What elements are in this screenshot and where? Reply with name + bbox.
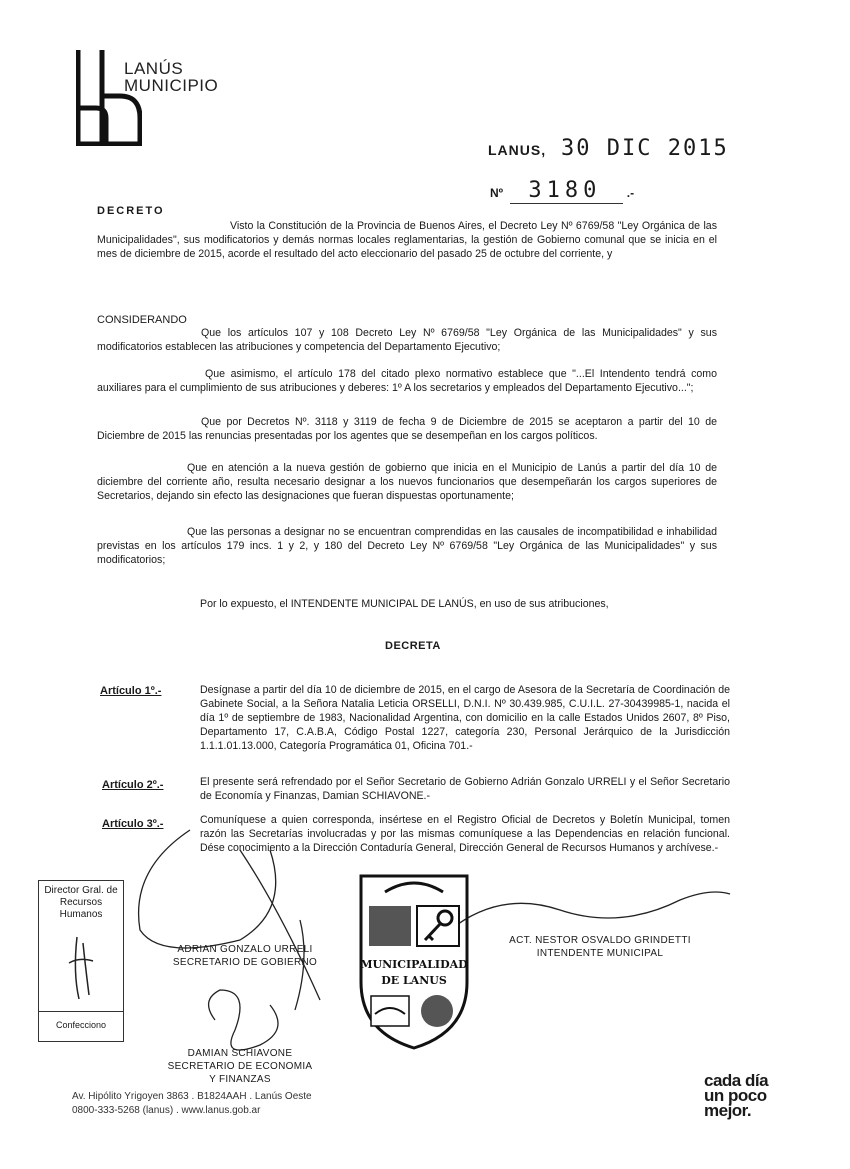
signature-scribbles-icon: [120, 790, 350, 1070]
article-2-text: El presente será refrendado por el Señor Secretario de Gobierno Adrián Gonzalo URRELI y el Señor Secretario de Economía y Finanzas, Damian SCHIAVONE.-: [200, 776, 730, 802]
signer-3-name: DAMIAN SCHIAVONE: [187, 1048, 293, 1059]
slogan-line2: un poco: [704, 1086, 767, 1105]
slogan-line3: mejor.: [704, 1101, 752, 1120]
considerando-4: Que en atención a la nueva gestión de gobierno que inicia en el Municipio de Lanús a partir del día 10 de diciembre del corriente año, resulta necesario designar a los nuevos funcionarios que desempeñarán los cargos superiores de Secretarios, dejando sin efecto las designaciones que fueran dispuestas oportunamente;: [97, 462, 717, 502]
footer-contact: 0800-333-5268 (lanus) . www.lanus.gob.ar: [72, 1105, 261, 1116]
slogan-line1: cada día: [704, 1071, 769, 1090]
article-3-label: Artículo 3º.-: [102, 818, 164, 830]
number-suffix: .-: [626, 186, 635, 200]
decreto-heading: DECRETO: [97, 205, 165, 217]
footer-address: Av. Hipólito Yrigoyen 3863 . B1824AAH . Lanús Oeste: [72, 1091, 312, 1102]
considerando-1: Que los artículos 107 y 108 Decreto Ley Nº 6769/58 "Ley Orgánica de las Municipalidades" y sus modificatorios establecen las atribuciones y competencia del Departamento Ejecutivo;: [97, 327, 717, 353]
intendente-signature-icon: [440, 880, 740, 940]
article-1-text: Desígnase a partir del día 10 de diciembre de 2015, en el cargo de Asesora de la Secretaría de Coordinación de Gabinete Social, a la Señora Natalia Leticia ORSELLI, D.N.I. Nº 30.439.985, C.U.I.L. 27-30439985-1, nacida el día 1º de septiembre de 1983, Nacionalidad Argentina, con domicilio en la calle Estados Unidos 2607, 8º Piso, Departamento 17, C.A.B.A, Código Postal 1227, categoría 230, Personal Jerárquico de la Jurisdicción 1.1.1.01.13.000, Categoría Programática 01, Oficina 701.-: [200, 684, 730, 752]
place-date: [488, 136, 729, 161]
municipal-seal-icon: [355, 872, 473, 1050]
signer-3-title2: Y FINANZAS: [209, 1074, 271, 1085]
side-box-top: Director Gral. de Recursos Humanos: [44, 885, 118, 920]
considerando-3: Que por Decretos Nº. 3118 y 3119 de fecha 9 de Diciembre de 2015 se aceptaron a partir del 10 de Diciembre de 2015 las renuncias presentadas por los agentes que se desempeñan en los cargos políticos.: [97, 416, 717, 442]
number-value: 3180: [510, 178, 623, 204]
logo-line2: MUNICIPIO: [124, 76, 219, 95]
date-stamp: 30 DIC 2015: [561, 136, 729, 161]
side-box-bottom: Confecciono: [39, 1011, 123, 1041]
intro-paragraph: Visto la Constitución de la Provincia de Buenos Aires, el Decreto Ley Nº 6769/58 "Ley Orgánica de las Municipalidades", sus modificatorios y demás normas locales reglamentarias, la gestión de Gobierno comunal que se inicia en el mes de diciembre de 2015, acorde el resultado del acto eleccionario del pasado 25 de octubre del corriente, y: [97, 220, 717, 260]
por-lo-expuesto: Por lo expuesto, el INTENDENTE MUNICIPAL DE LANÚS, en uso de sus atribuciones,: [200, 598, 609, 610]
municipio-logo-text: [124, 60, 218, 94]
signer-2-name: ACT. NESTOR OSVALDO GRINDETTI: [509, 935, 691, 946]
handwritten-initials-icon: [49, 933, 113, 1003]
considerando-2: Que asimismo, el artículo 178 del citado plexo normativo establece que "...El Intendento tendrá como auxiliares para el cumplimiento de sus atribuciones y deberes: 1º A los secretarios y empleados del Departamento Ejecutivo...";: [97, 368, 717, 394]
article-2-label: Artículo 2º.-: [102, 779, 164, 791]
place: LANUS,: [488, 142, 547, 158]
seal-line2: DE LANUS: [381, 974, 447, 987]
decreta-heading: DECRETA: [385, 640, 441, 652]
side-control-box: [38, 880, 124, 1042]
number-prefix: Nº: [490, 186, 504, 200]
considerando-5: Que las personas a designar no se encuentran comprendidas en las causales de incompatibilidad e inhabilidad previstas en los artículos 179 incs. 1 y 2, y 180 del Decreto Ley Nº 6769/58 "Ley Orgánica de las Municipalidades" y sus modificatorios;: [97, 526, 717, 566]
signature-block-gobierno: [160, 943, 330, 969]
logo-line1: LANÚS: [124, 59, 184, 78]
slogan: [704, 1073, 768, 1118]
article-3-text: Comuníquese a quien corresponda, insértese en el Registro Oficial de Decretos y Boletín Municipal, tomen razón las Secretarías involucradas y por las mismas comuníquese a las Dependencias en relación funcional. Dése conocimiento a la Dirección Contaduría General, Dirección General de Recursos Humanos y archívese.-: [200, 814, 730, 854]
signature-block-intendente: [490, 934, 710, 960]
article-1-label: Artículo 1º.-: [100, 685, 162, 697]
signer-1-name: ADRIAN GONZALO URRELI: [177, 944, 313, 955]
considerando-heading: CONSIDERANDO: [97, 314, 187, 326]
signer-1-title: SECRETARIO DE GOBIERNO: [172, 957, 318, 968]
signer-2-title: INTENDENTE MUNICIPAL: [536, 948, 664, 959]
signer-3-title1: SECRETARIO DE ECONOMIA: [167, 1061, 313, 1072]
signature-block-economia: [150, 1047, 330, 1086]
decree-number: [490, 178, 634, 203]
seal-line1: MUNICIPALIDAD: [360, 958, 468, 971]
